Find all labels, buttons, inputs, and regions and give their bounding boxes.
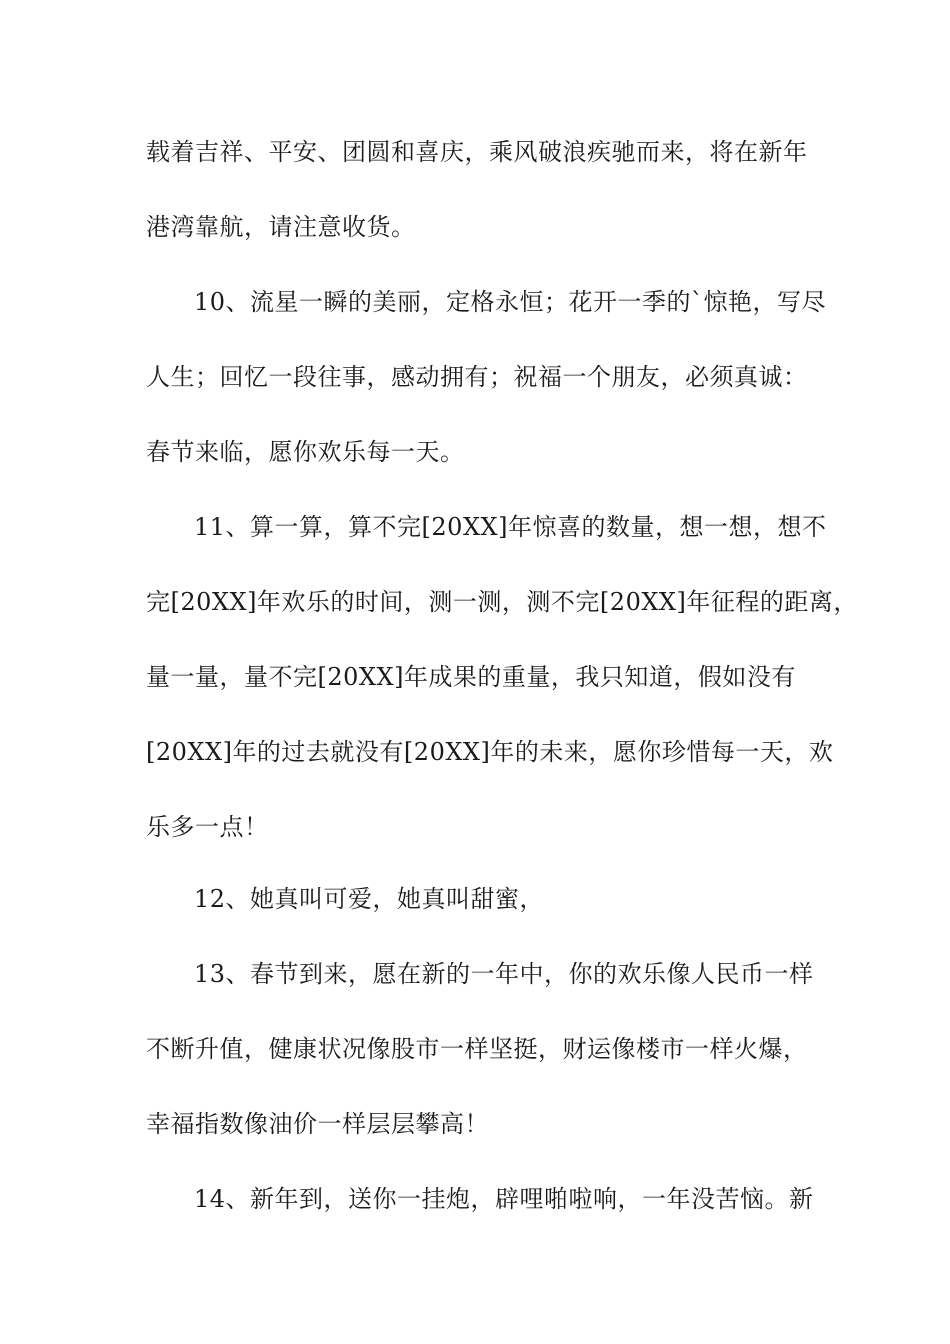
text-line: 春节来临，愿你欢乐每一天。 — [146, 438, 465, 466]
paragraph-14-start: 14、新年到，送你一挂炮，辟哩啪啦响，一年没苦恼。新 — [194, 1185, 814, 1213]
text-line: 载着吉祥、平安、团圆和喜庆，乘风破浪疾驰而来，将在新年 — [146, 138, 808, 166]
text-line: 幸福指数像油价一样层层攀高！ — [146, 1110, 489, 1138]
text-line: 人生；回忆一段往事，感动拥有；祝福一个朋友，必须真诚： — [146, 363, 808, 391]
paragraph-13-start: 13、春节到来，愿在新的一年中，你的欢乐像人民币一样 — [194, 960, 814, 988]
text-line: 完[20XX]年欢乐的时间，测一测，测不完[20XX]年征程的距离， — [146, 588, 858, 616]
text-line: 乐多一点！ — [146, 813, 269, 841]
text-line: 不断升值，健康状况像股市一样坚挺，财运像楼市一样火爆， — [146, 1035, 808, 1063]
text-line: 量一量，量不完[20XX]年成果的重量，我只知道，假如没有 — [146, 663, 796, 691]
text-line: 港湾靠航，请注意收货。 — [146, 213, 416, 241]
paragraph-12-start: 12、她真叫可爱，她真叫甜蜜， — [194, 885, 545, 913]
paragraph-10-start: 10、流星一瞬的美丽，定格永恒；花开一季的`惊艳，写尽 — [194, 288, 827, 316]
paragraph-11-start: 11、算一算，算不完[20XX]年惊喜的数量，想一想，想不 — [194, 513, 827, 541]
text-line: [20XX]年的过去就没有[20XX]年的未来，愿你珍惜每一天，欢 — [146, 738, 834, 766]
